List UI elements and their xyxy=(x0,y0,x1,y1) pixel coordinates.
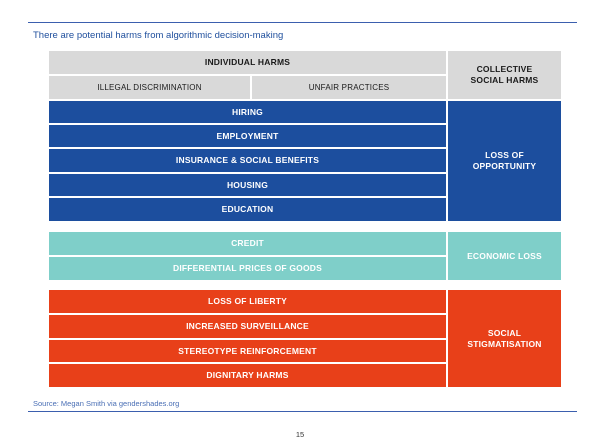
row-hiring: HIRING xyxy=(49,101,446,123)
bottom-rule xyxy=(28,411,577,412)
page-number: 15 xyxy=(295,430,305,439)
row-insurance-social-benefits: INSURANCE & SOCIAL BENEFITS xyxy=(49,149,446,172)
figure-title: There are potential harms from algorithmic decision-making xyxy=(33,30,284,41)
row-dignitary-harms: DIGNITARY HARMS xyxy=(49,364,446,387)
collective-loss-of-opportunity xyxy=(448,101,561,221)
row-education: EDUCATION xyxy=(49,198,446,221)
loss-of-opportunity-label: LOSS OF OPPORTUNITY xyxy=(472,150,537,171)
unfair-practices-header: UNFAIR PRACTICES xyxy=(252,76,446,99)
row-credit: CREDIT xyxy=(49,232,446,255)
source-note: Source: Megan Smith via gendershades.org xyxy=(33,399,180,408)
individual-harms-header: INDIVIDUAL HARMS xyxy=(49,51,446,74)
row-increased-surveillance: INCREASED SURVEILLANCE xyxy=(49,315,446,338)
row-housing: HOUSING xyxy=(49,174,446,196)
collective-harms-label: COLLECTIVE SOCIAL HARMS xyxy=(470,64,539,85)
top-rule xyxy=(28,22,577,23)
row-stereotype-reinforcement: STEREOTYPE REINFORCEMENT xyxy=(49,340,446,362)
row-employment: EMPLOYMENT xyxy=(49,125,446,147)
collective-economic-loss: ECONOMIC LOSS xyxy=(448,232,561,280)
illegal-discrimination-header: ILLEGAL DISCRIMINATION xyxy=(49,76,250,99)
collective-harms-header xyxy=(448,51,561,99)
collective-social-stigmatisation xyxy=(448,290,561,387)
row-differential-prices: DIFFERENTIAL PRICES OF GOODS xyxy=(49,257,446,280)
row-loss-of-liberty: LOSS OF LIBERTY xyxy=(49,290,446,313)
social-stigmatisation-label: SOCIAL STIGMATISATION xyxy=(467,327,542,349)
